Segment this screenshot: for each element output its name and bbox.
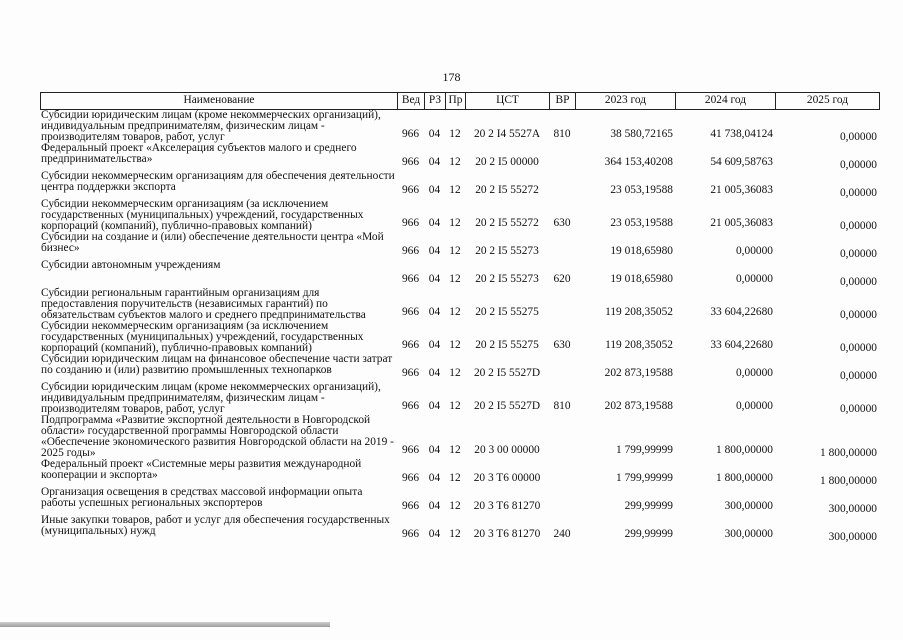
row-rz: 04 <box>428 184 441 196</box>
row-ved: 966 <box>401 339 420 351</box>
row-2023: 119 208,35052 <box>605 306 673 318</box>
row-pr: 12 <box>449 245 461 257</box>
row-ved: 966 <box>401 273 420 285</box>
row-vr <box>549 171 575 199</box>
row-vr: 620 <box>553 273 571 285</box>
row-name: Субсидии некоммерческим организациям для обеспечения деятельности центра поддержки экспорта <box>41 170 395 193</box>
row-2025: 0,00000 <box>839 159 877 171</box>
row-2024: 300,00000 <box>724 528 773 540</box>
row-cst: 20 3 T6 00000 <box>473 472 541 484</box>
row-2025: 0,00000 <box>839 248 877 260</box>
row-cst: 20 2 I5 55272 <box>475 184 539 196</box>
header-ved: Вед <box>397 92 424 110</box>
row-vr: 810 <box>553 400 571 412</box>
row-cst: 20 2 I5 00000 <box>475 156 539 168</box>
row-2023: 19 018,65980 <box>610 273 673 285</box>
row-name: Федеральный проект «Акселерация субъектов малого и среднего предпринимательства» <box>41 142 357 165</box>
row-2023: 364 153,40208 <box>604 156 673 168</box>
row-vr <box>549 143 575 171</box>
row-ved: 966 <box>401 156 420 168</box>
row-pr: 12 <box>449 472 461 484</box>
row-rz: 04 <box>428 339 441 351</box>
row-2025: 0,00000 <box>839 370 877 382</box>
row-vr <box>549 354 575 382</box>
row-name: Организация освещения в средствах массовой информации опыта работы успешных региональных экспортеров <box>41 486 363 509</box>
row-2024: 0,00000 <box>735 273 773 285</box>
row-ved: 966 <box>401 472 420 484</box>
row-2024: 21 005,36083 <box>710 184 773 196</box>
header-2023: 2023 год <box>575 92 675 110</box>
row-rz: 04 <box>428 128 441 140</box>
header-name: Наименование <box>40 92 397 110</box>
row-pr: 12 <box>449 306 461 318</box>
row-rz: 04 <box>428 306 441 318</box>
row-2023: 1 799,99999 <box>616 472 673 484</box>
scan-edge-strip <box>0 622 330 627</box>
row-2025: 0,00000 <box>839 220 877 232</box>
row-pr: 12 <box>449 184 461 196</box>
row-2025: 0,00000 <box>839 309 877 321</box>
row-rz: 04 <box>428 400 441 412</box>
row-vr <box>549 415 575 459</box>
row-name: Субсидии на создание и (или) обеспечение деятельности центра «Мой бизнес» <box>41 231 384 254</box>
row-pr: 12 <box>449 128 461 140</box>
row-2025: 300,00000 <box>828 531 877 543</box>
row-rz: 04 <box>428 367 441 379</box>
row-rz: 04 <box>428 500 441 512</box>
row-ved: 966 <box>401 184 420 196</box>
row-rz: 04 <box>428 156 441 168</box>
row-pr: 12 <box>449 400 461 412</box>
row-rz: 04 <box>428 528 441 540</box>
row-cst: 20 2 I5 55272 <box>475 217 539 229</box>
row-2023: 1 799,99999 <box>616 444 673 456</box>
page-number: 178 <box>442 70 461 84</box>
row-pr: 12 <box>449 217 461 229</box>
row-2023: 299,99999 <box>624 528 673 540</box>
row-cst: 20 2 I5 55273 <box>475 245 539 257</box>
header-pr: Пр <box>445 92 465 110</box>
row-cst: 20 3 T6 81270 <box>473 500 541 512</box>
row-2024: 33 604,22680 <box>710 306 773 318</box>
row-vr: 630 <box>553 217 571 229</box>
row-ved: 966 <box>401 444 420 456</box>
row-2025: 0,00000 <box>839 342 877 354</box>
row-pr: 12 <box>449 367 461 379</box>
row-name: Субсидии некоммерческим организациям (за исключением государственных (муниципальных) учреждений, государственных корпораций (компаний), публично-правовых компаний) <box>41 320 364 354</box>
row-2024: 21 005,36083 <box>710 217 773 229</box>
row-2025: 1 800,00000 <box>820 475 877 487</box>
header-rz: РЗ <box>424 92 445 110</box>
header-vr: ВР <box>549 92 575 110</box>
row-vr: 240 <box>553 528 571 540</box>
row-rz: 04 <box>428 273 441 285</box>
row-name: Субсидии региональным гарантийным организациям для предоставления поручительств (независимых гарантий) по обязательствам субъектов малого и среднего предпринимательства <box>41 287 366 321</box>
header-2024: 2024 год <box>675 92 775 110</box>
row-name: Подпрограмма «Развитие экспортной деятельности в Новгородской области» государственной программы Новгородской области «Обеспечение экономического развития Новгородской области на 2019 - 2025 годы» <box>41 414 394 459</box>
row-cst: 20 2 I5 55275 <box>475 339 539 351</box>
row-vr <box>549 487 575 515</box>
row-ved: 966 <box>401 217 420 229</box>
row-cst: 20 3 00 00000 <box>474 444 540 456</box>
row-pr: 12 <box>449 156 461 168</box>
row-cst: 20 2 I5 5527D <box>473 367 541 379</box>
row-pr: 12 <box>449 273 461 285</box>
row-2023: 202 873,19588 <box>604 367 673 379</box>
row-ved: 966 <box>401 245 420 257</box>
row-vr: 810 <box>553 128 571 140</box>
row-2023: 23 053,19588 <box>610 217 673 229</box>
row-vr <box>549 288 575 321</box>
row-ved: 966 <box>401 400 420 412</box>
row-pr: 12 <box>449 528 461 540</box>
row-ved: 966 <box>401 128 420 140</box>
row-2024: 1 800,00000 <box>716 444 773 456</box>
row-pr: 12 <box>449 444 461 456</box>
row-name: Федеральный проект «Системные меры развития международной кооперации и экспорта» <box>41 458 362 481</box>
row-2024: 0,00000 <box>735 367 773 379</box>
row-2025: 1 800,00000 <box>820 447 877 459</box>
row-2024: 1 800,00000 <box>716 472 773 484</box>
row-vr: 630 <box>553 339 571 351</box>
row-ved: 966 <box>401 500 420 512</box>
row-pr: 12 <box>449 500 461 512</box>
row-rz: 04 <box>428 217 441 229</box>
row-rz: 04 <box>428 245 441 257</box>
row-2024: 33 604,22680 <box>710 339 773 351</box>
row-cst: 20 2 I4 5527А <box>473 128 541 140</box>
row-2025: 0,00000 <box>839 187 877 199</box>
header-cst: ЦСТ <box>465 92 549 110</box>
row-rz: 04 <box>428 444 441 456</box>
row-2023: 202 873,19588 <box>604 400 673 412</box>
row-name: Субсидии юридическим лицам (кроме некоммерческих организаций), индивидуальным предпринимателям, физическим лицам - производителям товаров, работ, услуг <box>41 381 381 415</box>
budget-table <box>40 92 880 543</box>
row-2025: 0,00000 <box>839 276 877 288</box>
row-cst: 20 3 T6 81270 <box>473 528 541 540</box>
row-vr <box>549 459 575 487</box>
row-2023: 23 053,19588 <box>610 184 673 196</box>
row-2024: 41 738,04124 <box>710 128 773 140</box>
row-cst: 20 2 I5 5527D <box>473 400 541 412</box>
row-ved: 966 <box>401 528 420 540</box>
row-2024: 300,00000 <box>724 500 773 512</box>
row-2025: 0,00000 <box>839 403 877 415</box>
row-pr: 12 <box>449 339 461 351</box>
row-2024: 0,00000 <box>735 400 773 412</box>
row-name: Субсидии юридическим лицам (кроме некоммерческих организаций), индивидуальным предпринимателям, физическим лицам - производителям товаров, работ, услуг <box>41 109 381 143</box>
row-2025: 0,00000 <box>839 131 877 143</box>
row-rz: 04 <box>428 472 441 484</box>
row-name: Субсидии автономным учреждениям <box>41 259 221 271</box>
row-2023: 19 018,65980 <box>610 245 673 257</box>
row-2023: 299,99999 <box>624 500 673 512</box>
row-name: Субсидии юридическим лицам на финансовое обеспечение части затрат по созданию и (или) развитию промышленных технопарков <box>41 353 393 376</box>
row-vr <box>549 232 575 260</box>
row-cst: 20 2 I5 55275 <box>475 306 539 318</box>
row-2024: 0,00000 <box>735 245 773 257</box>
row-cst: 20 2 I5 55273 <box>475 273 539 285</box>
header-2025: 2025 год <box>775 92 880 110</box>
row-name: Субсидии некоммерческим организациям (за исключением государственных (муниципальных) учреждений, государственных корпораций (компаний), публично-правовых компаний) <box>41 198 364 232</box>
row-ved: 966 <box>401 367 420 379</box>
row-2023: 119 208,35052 <box>605 339 673 351</box>
row-2023: 38 580,72165 <box>610 128 673 140</box>
row-ved: 966 <box>401 306 420 318</box>
row-name: Иные закупки товаров, работ и услуг для обеспечения государственных (муниципальных) нужд <box>41 514 390 537</box>
row-2024: 54 609,58763 <box>710 156 773 168</box>
row-2025: 300,00000 <box>828 503 877 515</box>
